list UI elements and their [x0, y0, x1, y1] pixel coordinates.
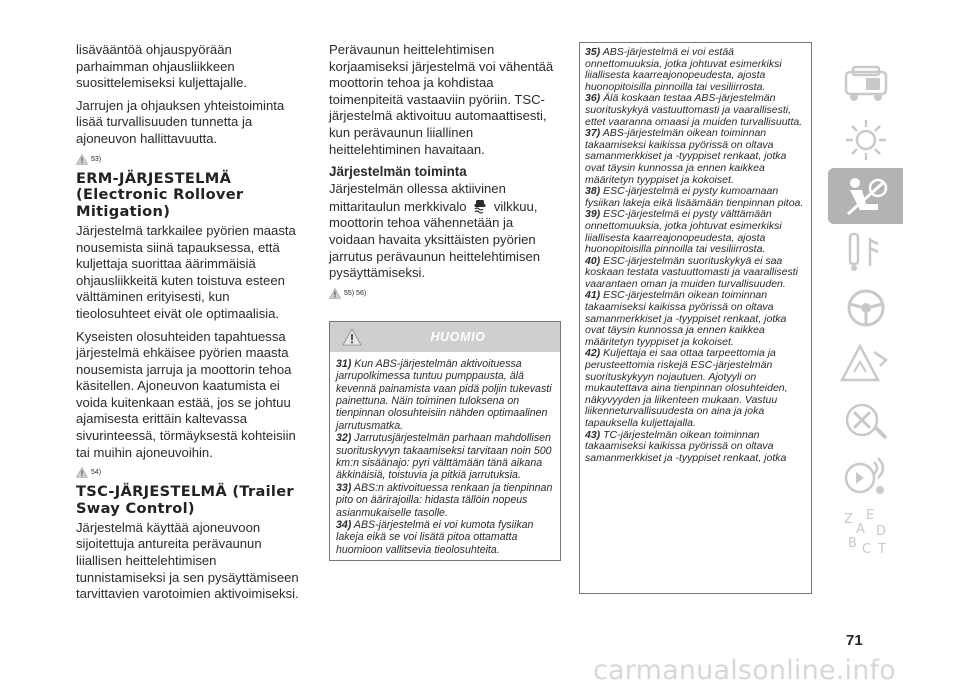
car-info-icon: [840, 64, 892, 104]
warning-triangle-icon: [329, 288, 341, 299]
paragraph-tsc-2: Perävaunun heittelehtimisen korjaamiseksi järjestelmä voi vähentää moottorin tehoa ja kohdistaa toimenpiteitä vastaaviin pyöriin. TSC-järjestelmä aktivoituu automaattisesti, kun perävaunun liiallinen heittelehtiminen havaitaan.: [329, 42, 554, 157]
column-middle: [329, 42, 561, 561]
paragraph-operation-end: vilkkuu, moottorin tehoa vähennetään ja voidaan havaita yksittäisten pyörien jarrutus perävaunun heittelehtimisen pysäyttämiseksi.: [329, 198, 541, 281]
note-text: ESC-järjestelmän suorituskykyä ei saa koskaan testata vastuuttomasti ja vaarallisesti vaarantaen oman ja muiden turvallisuuden.: [585, 254, 799, 290]
note-number: 38): [585, 185, 601, 198]
paragraph-operation-start: Järjestelmän ollessa aktiivinen mittaritaulun merkkivalo: [329, 181, 506, 214]
note-text: ESC-järjestelmä ei pysty välttämään onnettomuuksia, jotka johtuvat esimerkiksi liiallisesta kaarreajonopeudesta, ajosta huonopitoisilla pinnoilla tai vesiliirrosta.: [585, 208, 782, 256]
note-text: Kuljettaja ei saa ottaa tarpeettomia ja perusteettomia riskejä ESC-järjestelmän suorituskykyyn nojautuen. Ajotyyli on mukautettava aina tienpinnan olosuhteiden, näkyvyyden ja liikenteen mukaan. Vastuu liikenneturvallisuudesta on aina ja joka tapauksella kuljettajalla.: [585, 347, 788, 429]
note-text: ABS:n aktivoituessa renkaan ja tienpinnan pito on äärirajoilla: hidasta tällöin nopeus asianmukaiselle tasolle.: [336, 481, 553, 519]
note-number: 41): [585, 289, 601, 302]
note-text: Jarrutusjärjestelmän parhaan mahdollisen suorituskyvyn takaamiseksi tarvitaan noin 500 km:n sisäänajo: pyri välttämään tänä aikana äkkinäisiä, toistuvia ja pitkiä jarrutuksia.: [336, 432, 552, 482]
note-item: [585, 209, 807, 255]
tab-maintenance[interactable]: [828, 392, 903, 448]
note-item: [336, 432, 554, 482]
note-item: [336, 519, 554, 556]
tab-emergency[interactable]: [828, 336, 903, 392]
watermark: carmanualsonline.info: [593, 655, 896, 686]
note-item: [336, 482, 554, 519]
note-text: ESC-järjestelmän oikean toiminnan takaamiseksi kaikissa pyörissä on oltava samanmerkkiset ja -tyyppiset renkaat, jotka ovat täysin kunnossa ja ennen kaikkea määritetyn tyyppiset ja kokoiset.: [585, 289, 787, 348]
svg-text:C: C: [861, 542, 871, 557]
paragraph-tsc-1: Järjestelmä käyttää ajoneuvoon sijoitettuja antureita perävaunun liiallisen heittelehtimisen tunnistamiseksi ja sen pysäyttämiseen tarvittavien varotoimien aktivoimiseksi.: [76, 519, 299, 602]
note-number: 34): [336, 519, 352, 531]
emergency-icon: [840, 342, 892, 386]
reference-53: [76, 154, 304, 165]
reference-54: [76, 467, 304, 478]
paragraph-intro-2: Jarrujen ja ohjauksen yhteistoiminta lisää turvallisuuden tunnetta ja ajoneuvon hallittavuutta.: [76, 97, 285, 146]
steering-wheel-icon: [840, 286, 892, 330]
page-number: 71: [846, 632, 863, 649]
note-text: Kun ABS-järjestelmän aktivoituessa jarrupolkimessa tuntuu pumppausta, älä kevennä painamista vaan pidä poljin tukevasti painettuna. Näin toiminen tuloksena on tienpinnan olosuhteisiin nähden optimaalinen jarrutusmatka.: [336, 357, 552, 432]
huomio-header: [330, 322, 560, 352]
note-text: Älä koskaan testaa ABS-järjestelmän suorituskykyä vastuuttomasti ja vaarallisesti, ettet vaaranna omaasi ja muiden turvallisuutta.: [585, 92, 803, 128]
note-text: ESC-järjestelmä ei pysty kumoamaan fysiikan lakeja eikä lisäämään tienpinnan pitoa.: [585, 185, 804, 209]
svg-text:D: D: [875, 524, 886, 539]
tab-warning-lights[interactable]: [828, 112, 903, 168]
tab-driving[interactable]: [828, 280, 903, 336]
warning-triangle-icon: [76, 467, 88, 478]
reference-label: 53): [91, 155, 102, 163]
svg-text:E: E: [865, 508, 874, 523]
paragraph-intro-1: lisävääntöä ohjauspyörään parhaimman ohjausliikkeen suosittelemiseksi kuljettajalle.: [76, 42, 248, 91]
multimedia-icon: [840, 454, 892, 498]
esc-warning-light-icon: [472, 198, 488, 214]
paragraph-operation: [329, 181, 561, 282]
reference-label: 55) 56): [344, 289, 367, 297]
key-start-icon: [840, 230, 892, 274]
note-text: ABS-järjestelmä ei voi kumota fysiikan lakeja eikä se voi lisätä pitoa ottamatta huomioon vallitsevia tieolosuhteita.: [336, 519, 534, 556]
notes-box-continued: [579, 42, 812, 594]
note-number: 33): [336, 481, 352, 494]
note-text: TC-järjestelmän oikean toiminnan takaamiseksi kaikissa pyörissä on oltava samanmerkkiset ja -tyyppiset renkaat, jotka: [585, 428, 787, 464]
tab-starting[interactable]: [828, 224, 903, 280]
note-number: 32): [336, 432, 352, 445]
note-item: [585, 186, 807, 209]
note-item: [585, 348, 807, 429]
note-number: 43): [585, 428, 601, 441]
svg-text:Z: Z: [843, 512, 853, 527]
warning-lights-icon: [840, 118, 892, 162]
note-item: [585, 290, 807, 348]
column-right: [579, 42, 812, 594]
huomio-title: HUOMIO: [430, 329, 486, 344]
column-left: [76, 42, 304, 609]
note-text: ABS-järjestelmän oikean toiminnan takaamiseksi kaikissa pyörissä on oltava samanmerkkiset ja -tyyppiset renkaat, jotka ovat täysin kunnossa ja ennen kaikkea määritetyn tyyppiset ja kokoiset.: [585, 127, 787, 186]
note-item: [585, 256, 807, 291]
note-item: [336, 358, 554, 432]
note-item: [585, 47, 807, 93]
chapter-sidebar: [828, 56, 903, 560]
paragraph-erm-1: Järjestelmä tarkkailee pyörien maasta nousemista siinä tapauksessa, että kuljettaja suorittaa äärimmäisiä ohjausliikkeitä kuten toistuva esteen välttäminen erityisesti, kun tieolosuhteet eivät ole optimaalisia.: [76, 222, 296, 321]
svg-text:B: B: [847, 536, 857, 551]
svg-text:A: A: [855, 522, 865, 537]
note-number: 31): [336, 357, 352, 370]
reference-55-56: [329, 288, 561, 299]
erm-title: ERM-JÄRJESTELMÄ (Electronic Rollover Mitigation): [76, 169, 244, 221]
tab-index[interactable]: [828, 504, 903, 560]
index-icon: [840, 507, 892, 557]
huomio-notes: [330, 352, 560, 561]
note-number: 42): [585, 347, 601, 360]
tab-car-info[interactable]: [828, 56, 903, 112]
note-number: 35): [585, 46, 601, 58]
note-item: [585, 430, 807, 465]
note-number: 40): [585, 254, 601, 267]
tab-multimedia[interactable]: [828, 448, 903, 504]
note-item: [585, 128, 807, 186]
note-number: 36): [585, 92, 601, 105]
warning-icon: [342, 328, 362, 346]
tab-safety[interactable]: [828, 168, 903, 224]
subtitle-operation: Järjestelmän toiminta: [329, 164, 467, 180]
paragraph-erm-2: Kyseisten olosuhteiden tapahtuessa järjestelmä ehkäisee pyörien maasta nousemista jarruja ja moottorin tehoa käsitellen. Ajoneuvon kaatumista ei voida kuitenkaan estää, jos se johtuu ajamisesta erittäin kaltevassa sivurinteessä, törmäyksestä kohteisiin tai muihin ajoneuvoihin.: [76, 328, 296, 460]
note-item: [585, 93, 807, 128]
warning-triangle-icon: [76, 154, 88, 165]
tools-icon: [840, 398, 892, 442]
note-number: 39): [585, 208, 601, 221]
note-number: 37): [585, 127, 601, 140]
tsc-title: TSC-JÄRJESTELMÄ (Trailer Sway Control): [76, 483, 294, 518]
reference-label: 54): [91, 469, 102, 477]
seat-airbag-icon: [840, 174, 892, 218]
huomio-box: [329, 321, 561, 562]
note-text: ABS-järjestelmä ei voi estää onnettomuuksia, jotka johtuvat esimerkiksi liiallisesta kaarreajonopeudesta, ajosta huonopitoisilla pinnoilla tai vesiliirrosta.: [585, 46, 782, 93]
svg-text:T: T: [877, 542, 886, 557]
